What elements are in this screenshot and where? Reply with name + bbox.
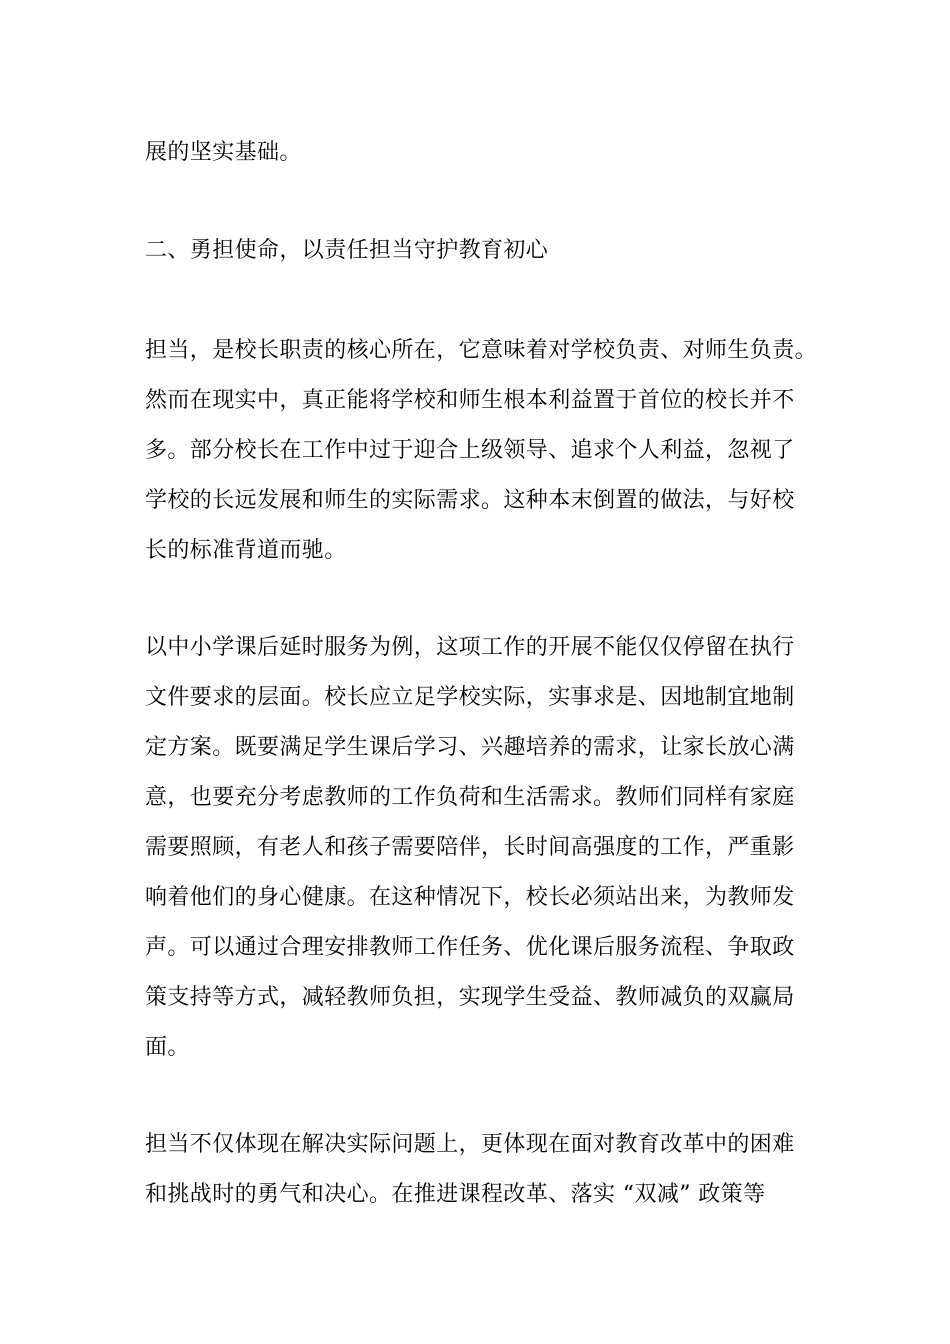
text-line: 担当不仅体现在解决实际问题上，更体现在面对教育改革中的困难 <box>145 1132 795 1157</box>
text-line: 多。部分校长在工作中过于迎合上级领导、追求个人利益，忽视了 <box>145 438 795 463</box>
text-line: 和挑战时的勇气和决心。在推进课程改革、落实 “双减” 政策等 <box>145 1182 766 1207</box>
text-line: 学校的长远发展和师生的实际需求。这种本末倒置的做法，与好校 <box>145 488 795 513</box>
paragraph-after-school-service <box>145 623 815 1073</box>
heading-text: 二、勇担使命，以责任担当守护教育初心 <box>145 238 549 263</box>
text-line: 声。可以通过合理安排教师工作任务、优化课后服务流程、争取政 <box>145 935 795 960</box>
paragraph-reform-courage <box>145 1120 815 1220</box>
text-line: 意，也要充分考虑教师的工作负荷和生活需求。教师们同样有家庭 <box>145 785 795 810</box>
paragraph-continuation <box>145 128 815 178</box>
text-line: 策支持等方式，减轻教师负担，实现学生受益、教师减负的双赢局 <box>145 985 795 1010</box>
text-line: 长的标准背道而驰。 <box>145 538 347 563</box>
text-line: 担当，是校长职责的核心所在，它意味着对学校负责、对师生负责。 <box>145 338 818 363</box>
text-line: 以中小学课后延时服务为例，这项工作的开展不能仅仅停留在执行 <box>145 635 795 660</box>
text-line: 面。 <box>145 1035 190 1060</box>
paragraph-responsibility <box>145 326 818 576</box>
text-line: 响着他们的身心健康。在这种情况下，校长必须站出来，为教师发 <box>145 885 795 910</box>
text-line: 文件要求的层面。校长应立足学校实际，实事求是、因地制宜地制 <box>145 685 795 710</box>
section-heading <box>145 226 815 276</box>
text-line: 需要照顾，有老人和孩子需要陪伴，长时间高强度的工作，严重影 <box>145 835 795 860</box>
text-line: 展的坚实基础。 <box>145 140 302 165</box>
text-line: 定方案。既要满足学生课后学习、兴趣培养的需求，让家长放心满 <box>145 735 795 760</box>
text-line: 然而在现实中，真正能将学校和师生根本利益置于首位的校长并不 <box>145 388 795 413</box>
